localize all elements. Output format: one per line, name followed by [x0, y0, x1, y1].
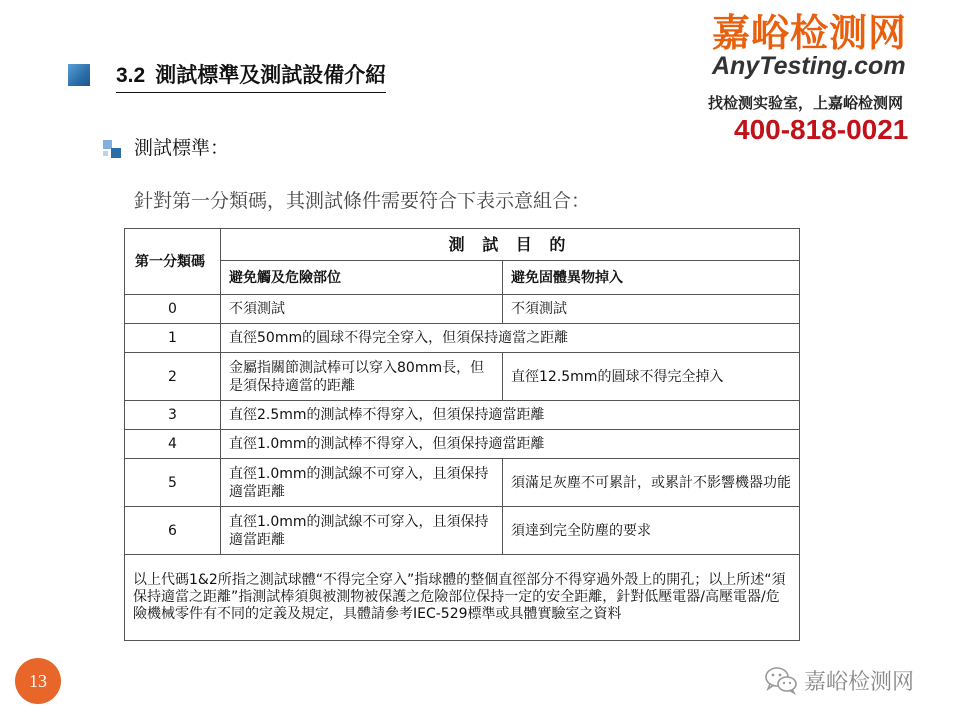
row-code: 6 — [125, 507, 221, 555]
table-header-row — [125, 229, 800, 261]
table-subheader-row — [125, 261, 800, 295]
watermark — [764, 662, 914, 698]
table-row — [125, 459, 800, 507]
row-code: 5 — [125, 459, 221, 507]
col-b-header: 避免固體異物掉入 — [503, 261, 800, 295]
table-row — [125, 353, 800, 401]
table-note: 以上代碼1&2所指之測試球體“不得完全穿入”指球體的整個直徑部分不得穿過外殼上的開孔；以上所述“須保持適當之距離”指測試棒須與被測物被保護之危險部位保持一定的安全距離，針對低壓電器/高壓電器/危險機械零件有不同的定義及規定，具體請參考IEC-529標準或具體實驗室之資料 — [125, 555, 800, 641]
row-col-a: 直徑50mm的圓球不得完全穿入，但須保持適當之距離 — [221, 324, 800, 353]
section-title — [116, 60, 386, 93]
row-code: 0 — [125, 295, 221, 324]
logo-phone: 400-818-0021 — [734, 114, 909, 145]
logo-chinese: 嘉峪检测网 — [712, 11, 908, 55]
table-row — [125, 401, 800, 430]
row-col-b: 須達到完全防塵的要求 — [503, 507, 800, 555]
subheading: 測試標準： — [134, 137, 230, 159]
row-col-b: 須滿足灰塵不可累計，或累計不影響機器功能 — [503, 459, 800, 507]
row-col-a: 不須測試 — [221, 295, 503, 324]
logo-slogan: 找检测实验室，上嘉峪检测网 — [708, 94, 904, 112]
row-code: 1 — [125, 324, 221, 353]
section-title-text: 測試標準及測試設備介紹 — [155, 63, 387, 87]
table-row — [125, 295, 800, 324]
row-col-b: 直徑12.5mm的圓球不得完全掉入 — [503, 353, 800, 401]
table-row — [125, 507, 800, 555]
table-note-row — [125, 555, 800, 641]
row-col-a: 直徑1.0mm的測試線不可穿入，且須保持適當距離 — [221, 459, 503, 507]
watermark-text: 嘉峪检测网 — [804, 669, 915, 695]
standards-table — [124, 228, 800, 641]
intro-text: 針對第一分類碼，其測試條件需要符合下表示意組合： — [134, 190, 591, 212]
table-row — [125, 324, 800, 353]
row-col-b: 不須測試 — [503, 295, 800, 324]
subheading-bullet-icon — [103, 140, 121, 158]
logo-english: AnyTesting.com — [712, 52, 906, 80]
row-col-a: 直徑1.0mm的測試棒不得穿入，但須保持適當距離 — [221, 430, 800, 459]
purpose-header: 測 試 目 的 — [221, 229, 800, 261]
table-row — [125, 430, 800, 459]
section-bullet-icon — [68, 64, 90, 86]
row-col-a: 金屬指關節測試棒可以穿入80mm長，但是須保持適當的距離 — [221, 353, 503, 401]
row-code: 3 — [125, 401, 221, 430]
wechat-icon — [764, 665, 798, 695]
row-code: 2 — [125, 353, 221, 401]
row-col-a: 直徑2.5mm的測試棒不得穿入，但須保持適當距離 — [221, 401, 800, 430]
section-number: 3.2 — [116, 64, 146, 87]
page-number-badge: 13 — [15, 658, 61, 704]
code-header: 第一分類碼 — [125, 229, 221, 295]
col-a-header: 避免觸及危險部位 — [221, 261, 503, 295]
row-code: 4 — [125, 430, 221, 459]
row-col-a: 直徑1.0mm的測試線不可穿入，且須保持適當距離 — [221, 507, 503, 555]
